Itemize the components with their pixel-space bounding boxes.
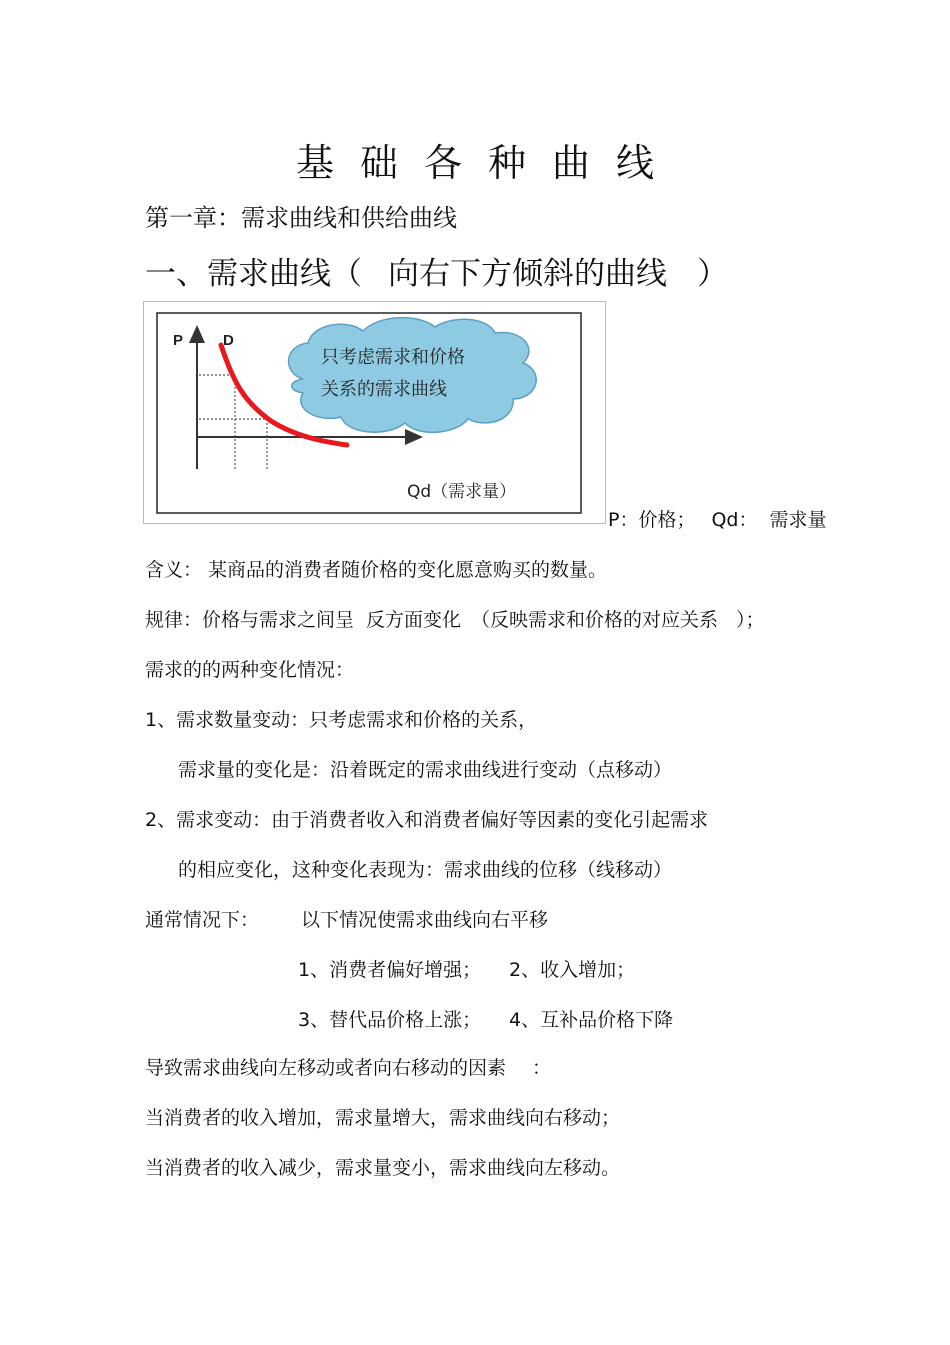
two-changes-line: 需求的的两种变化情况： xyxy=(145,659,355,681)
axis-label-qd: Qd（需求量） xyxy=(407,482,517,502)
condition-3: 3、替代品价格上涨； xyxy=(298,1009,482,1031)
rule-line xyxy=(145,605,765,632)
section-heading-part1: 一、需求曲线（ xyxy=(145,256,362,292)
item2-line: 2、需求变动：由于消费者收入和消费者偏好等因素的变化引起需求 xyxy=(145,809,709,831)
section-heading-part3: ） xyxy=(697,256,728,292)
demand-curve-svg xyxy=(143,301,607,525)
factors-colon: ： xyxy=(532,1057,552,1079)
item2-detail-line: 的相应变化，这种变化表现为：需求曲线的位移（线移动） xyxy=(178,859,673,881)
condition-1: 1、消费者偏好增强； xyxy=(298,959,482,981)
legend-qd-label: Qd： xyxy=(711,509,758,531)
chapter-heading: 第一章：需求曲线和供给曲线 xyxy=(145,204,457,232)
usual-label: 通常情况下： xyxy=(145,909,260,931)
condition-2: 2、收入增加； xyxy=(509,959,636,981)
rule-part3: （反映需求和价格的对应关系 xyxy=(471,609,719,631)
factors-line xyxy=(145,1053,551,1080)
page-title: 基础各种曲线 xyxy=(295,141,680,185)
section-heading xyxy=(145,248,728,293)
usual-text: 以下情况使需求曲线向右平移 xyxy=(301,909,549,931)
item1-line: 1、需求数量变动：只考虑需求和价格的关系， xyxy=(145,709,538,731)
item1-detail-line: 需求量的变化是：沿着既定的需求曲线进行变动（点移动） xyxy=(178,759,673,781)
legend-qd-text: 需求量 xyxy=(769,509,827,531)
rule-part1: 规律：价格与需求之间呈 xyxy=(145,609,355,631)
cloud-shape xyxy=(289,318,537,433)
legend-price: P：价格； xyxy=(608,509,696,531)
demand-curve-figure xyxy=(143,301,607,525)
condition-4: 4、互补品价格下降 xyxy=(509,1009,674,1031)
factors-text: 导致需求曲线向左移动或者向右移动的因素 xyxy=(145,1057,507,1079)
meaning-line: 含义： 某商品的消费者随价格的变化愿意购买的数量。 xyxy=(145,559,608,581)
curve-label-d: D xyxy=(223,332,234,349)
cloud-text-line2: 关系的需求曲线 xyxy=(321,379,447,400)
figure-legend xyxy=(608,505,827,532)
rule-part4: ）； xyxy=(736,609,765,631)
income-increase-line: 当消费者的收入增加，需求量增大，需求曲线向右移动； xyxy=(145,1107,621,1129)
section-heading-part2: 向右下方倾斜的曲线 xyxy=(388,256,667,292)
cloud-text-line1: 只考虑需求和价格 xyxy=(321,347,465,368)
axis-label-p: P xyxy=(173,332,184,349)
rule-part2: 反方面变化 xyxy=(366,609,462,631)
income-decrease-line: 当消费者的收入减少，需求量变小，需求曲线向左移动。 xyxy=(145,1157,621,1179)
